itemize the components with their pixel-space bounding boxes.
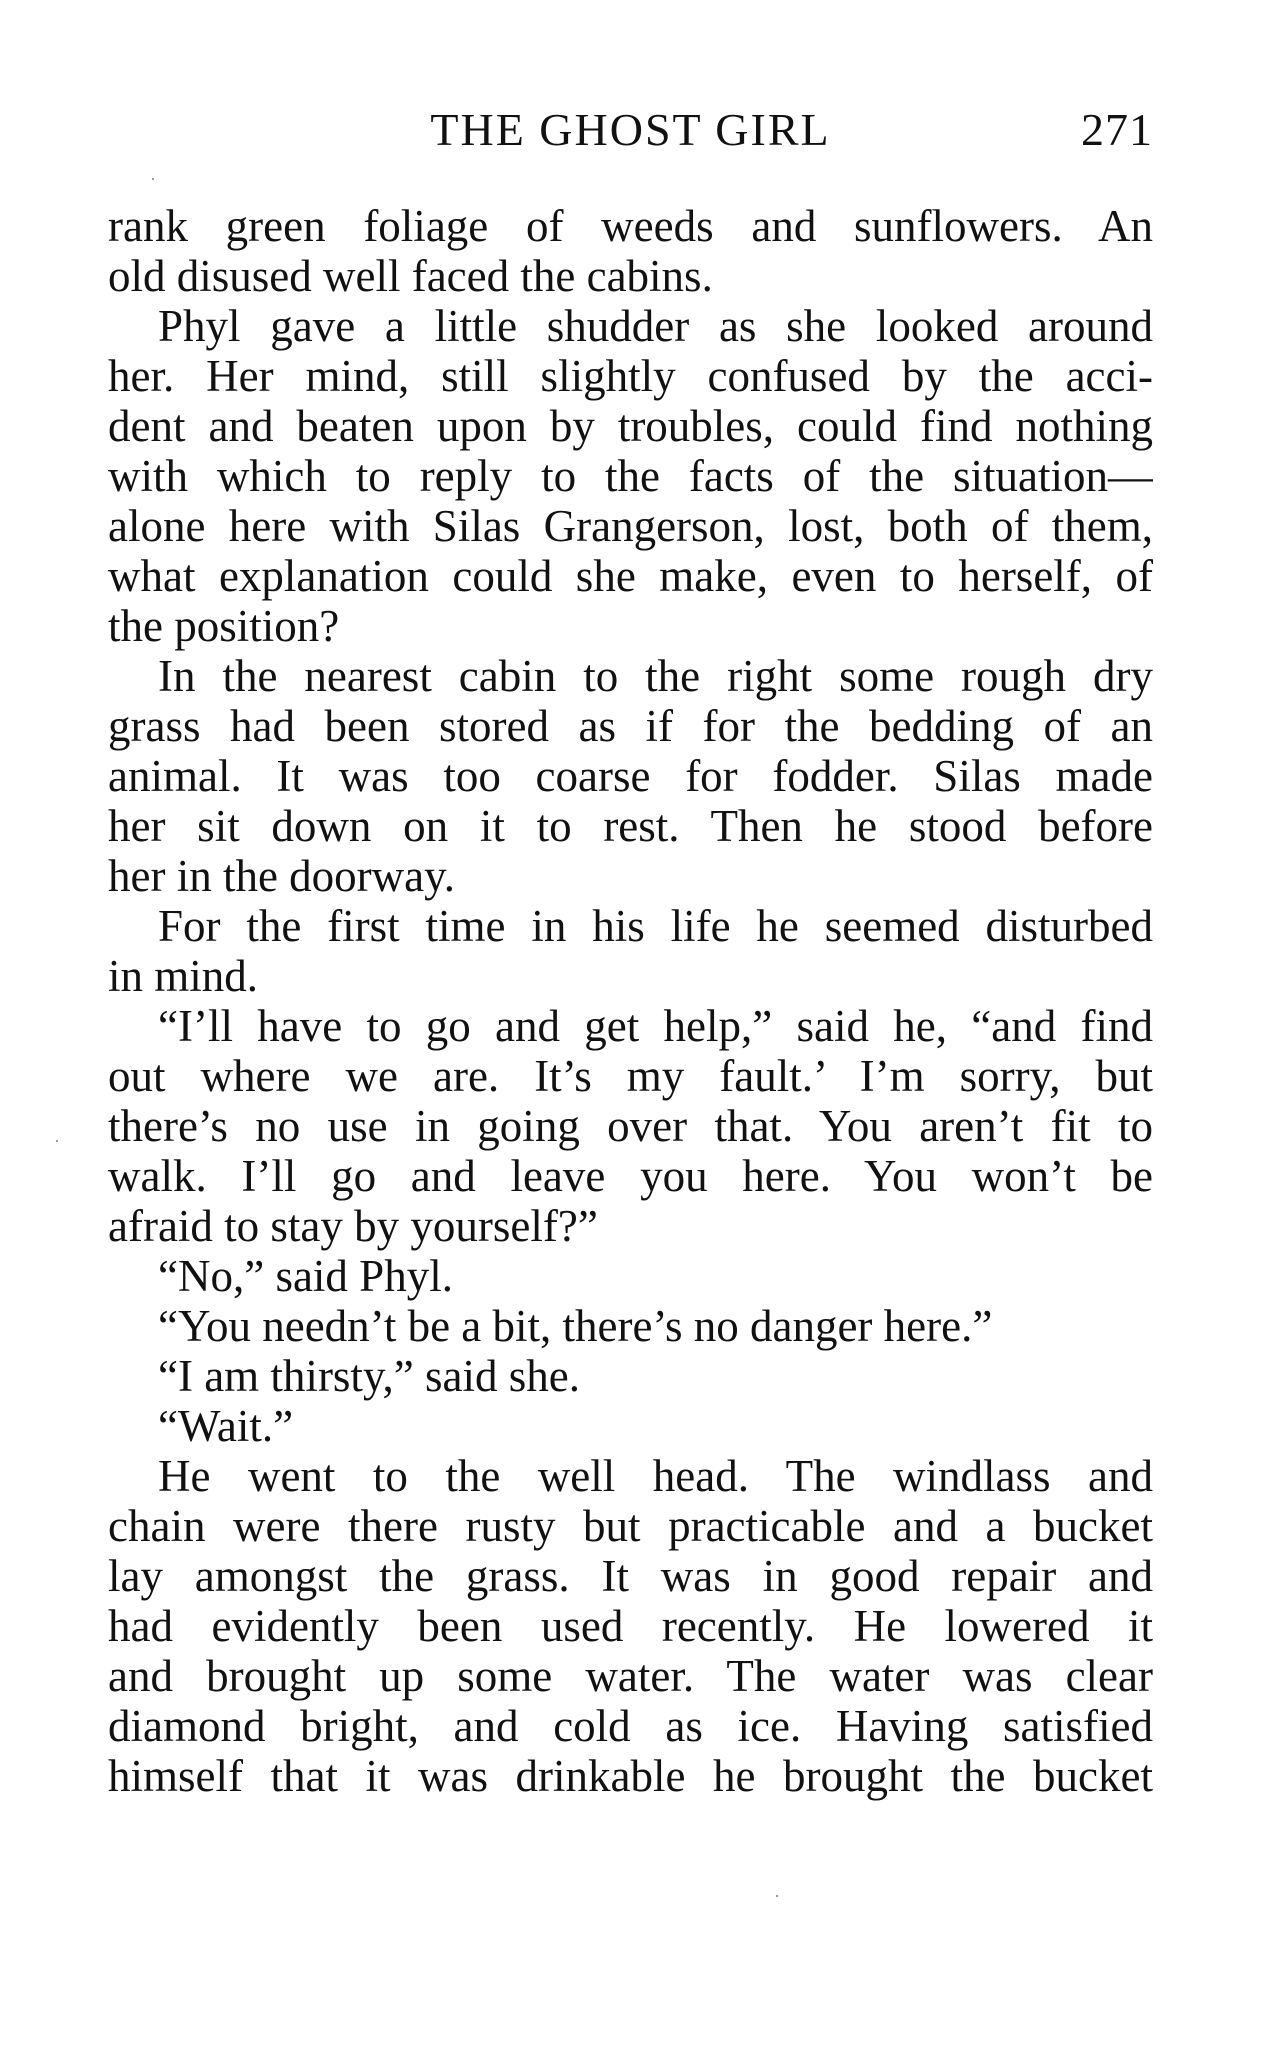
text-line: her. Her mind, still slightly confused by the acci-: [108, 351, 1153, 401]
text-line: chain were there rusty but practicable and a bucket: [108, 1501, 1153, 1551]
text-line: He went to the well head. The windlass and: [158, 1451, 1153, 1501]
paper-speck: [152, 178, 154, 180]
text-line: her in the doorway.: [108, 851, 455, 901]
text-line: had evidently been used recently. He lowered it: [108, 1601, 1153, 1651]
text-line: animal. It was too coarse for fodder. Silas made: [108, 751, 1153, 801]
text-line: In the nearest cabin to the right some rough dry: [158, 651, 1153, 701]
text-line: “I’ll have to go and get help,” said he, “and find: [158, 1001, 1153, 1051]
running-head: [108, 100, 1153, 160]
page-number: 271: [1081, 104, 1153, 155]
text-line: with which to reply to the facts of the situation—: [108, 451, 1153, 501]
text-line: “No,” said Phyl.: [158, 1251, 453, 1301]
paper-speck: [56, 1140, 58, 1142]
text-line: dent and beaten upon by troubles, could find nothing: [108, 401, 1153, 451]
text-line: the position?: [108, 601, 340, 651]
text-line: what explanation could she make, even to herself, of: [108, 551, 1153, 601]
text-line: her sit down on it to rest. Then he stood before: [108, 801, 1153, 851]
text-line: rank green foliage of weeds and sunflowers. An: [108, 201, 1153, 251]
running-title: THE GHOST GIRL: [430, 104, 831, 155]
text-line: afraid to stay by yourself?”: [108, 1201, 598, 1251]
text-line: grass had been stored as if for the bedding of an: [108, 701, 1153, 751]
body-text: [108, 201, 1153, 1801]
text-line: For the first time in his life he seemed disturbed: [158, 901, 1153, 951]
text-line: diamond bright, and cold as ice. Having satisfied: [108, 1701, 1153, 1751]
text-line: walk. I’ll go and leave you here. You won’t be: [108, 1151, 1153, 1201]
text-line: Phyl gave a little shudder as she looked around: [158, 301, 1153, 351]
text-line: out where we are. It’s my fault.’ I’m sorry, but: [108, 1051, 1153, 1101]
paper-speck: [776, 1895, 778, 1897]
text-line: in mind.: [108, 951, 259, 1001]
text-line: lay amongst the grass. It was in good repair and: [108, 1551, 1153, 1601]
text-line: “Wait.”: [158, 1401, 294, 1451]
text-line: there’s no use in going over that. You aren’t fit to: [108, 1101, 1153, 1151]
text-line: and brought up some water. The water was clear: [108, 1651, 1153, 1701]
text-line: alone here with Silas Grangerson, lost, both of them,: [108, 501, 1153, 551]
text-line: old disused well faced the cabins.: [108, 251, 713, 301]
text-line: “I am thirsty,” said she.: [158, 1351, 580, 1401]
text-line: himself that it was drinkable he brought the bucket: [108, 1751, 1153, 1801]
text-line: “You needn’t be a bit, there’s no danger here.”: [158, 1301, 993, 1351]
